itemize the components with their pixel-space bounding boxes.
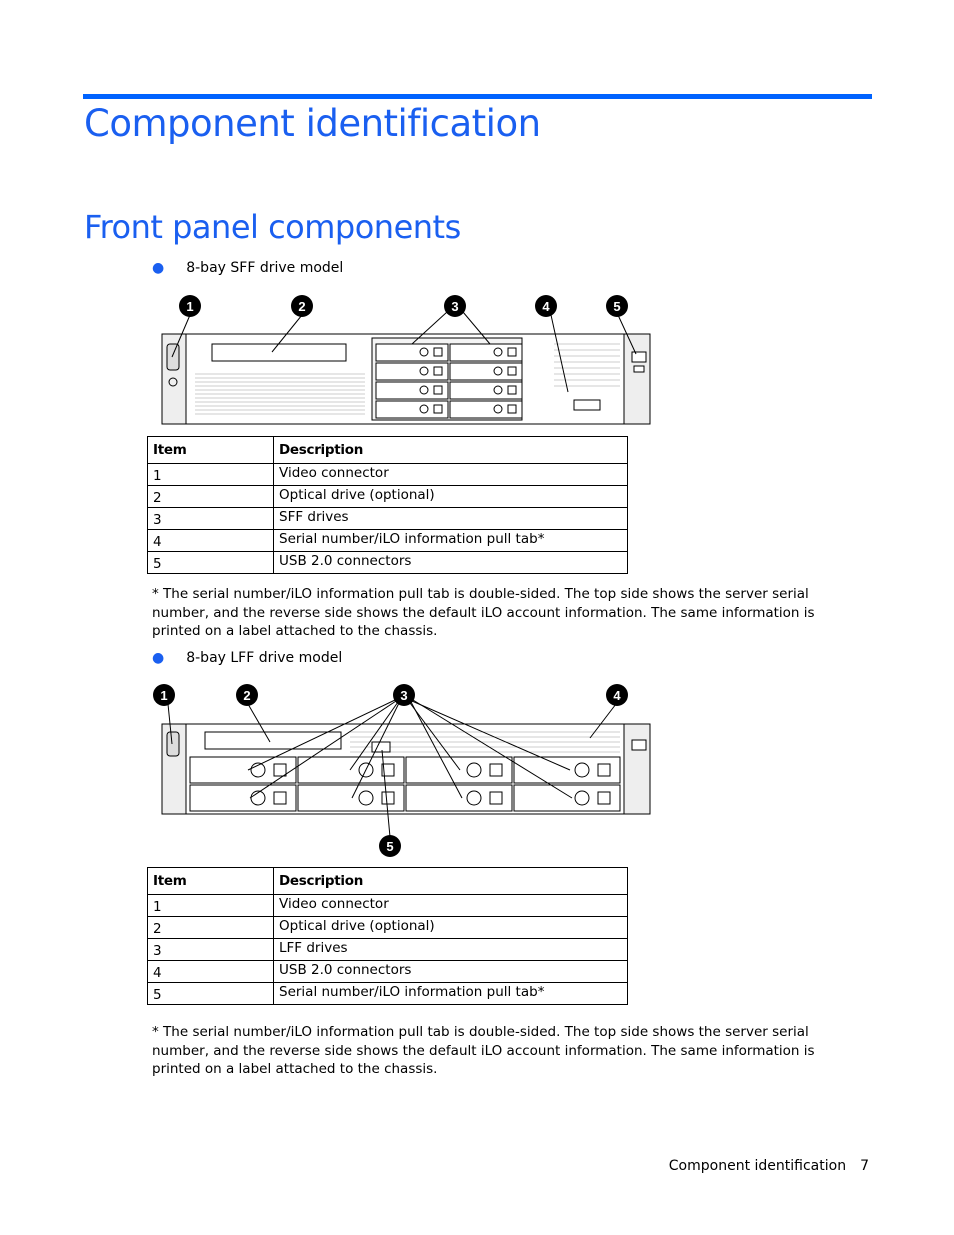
lff-usb-ports xyxy=(632,740,646,750)
sff-usb-ports xyxy=(632,352,646,362)
lff-optical-drive xyxy=(205,732,341,749)
bullet-lff-text: 8-bay LFF drive model xyxy=(186,650,343,666)
callout-label: 4 xyxy=(542,299,550,314)
table-header-row xyxy=(148,868,628,895)
table-row xyxy=(148,486,628,508)
lff-pull-tab xyxy=(372,742,390,752)
callout-label: 5 xyxy=(386,839,394,854)
table-header-item: Item xyxy=(148,868,274,895)
table-cell-desc: Optical drive (optional) xyxy=(274,486,628,508)
callout-label: 5 xyxy=(613,299,621,314)
bullet-dot-icon: ● xyxy=(152,650,165,666)
table-header-description: Description xyxy=(274,868,628,895)
table-cell-item: 1 xyxy=(148,895,274,917)
table-row xyxy=(148,508,628,530)
table-cell-desc: LFF drives xyxy=(274,939,628,961)
lff-items-table xyxy=(147,867,628,1005)
table-cell-item: 2 xyxy=(148,917,274,939)
callout-label: 3 xyxy=(400,688,408,703)
table-cell-item: 5 xyxy=(148,552,274,574)
table-row xyxy=(148,961,628,983)
table-cell-desc: USB 2.0 connectors xyxy=(274,552,628,574)
sff-items-table xyxy=(147,436,628,574)
bullet-lff xyxy=(152,650,342,666)
table-cell-desc: Serial number/iLO information pull tab* xyxy=(274,983,628,1005)
sff-front-panel-figure xyxy=(150,292,655,428)
table-cell-desc: Video connector xyxy=(274,895,628,917)
sff-optical-drive xyxy=(212,344,346,361)
sff-pull-tab xyxy=(574,400,600,410)
lff-front-panel-figure xyxy=(150,682,655,860)
table-cell-item: 3 xyxy=(148,939,274,961)
lff-right-ear xyxy=(624,724,650,814)
callout-label: 2 xyxy=(243,688,251,703)
sff-callouts xyxy=(179,295,628,317)
table-row xyxy=(148,552,628,574)
table-row xyxy=(148,464,628,486)
table-header-item: Item xyxy=(148,437,274,464)
table-cell-item: 2 xyxy=(148,486,274,508)
table-cell-item: 5 xyxy=(148,983,274,1005)
table-cell-item: 4 xyxy=(148,961,274,983)
section-title: Front panel components xyxy=(84,208,461,246)
callout-label: 2 xyxy=(298,299,306,314)
page-number: 7 xyxy=(860,1158,869,1174)
table-cell-desc: SFF drives xyxy=(274,508,628,530)
sff-right-ear xyxy=(624,334,650,424)
table-row xyxy=(148,917,628,939)
table-cell-desc: Optical drive (optional) xyxy=(274,917,628,939)
table-row xyxy=(148,983,628,1005)
table-cell-item: 4 xyxy=(148,530,274,552)
table-header-description: Description xyxy=(274,437,628,464)
table-cell-item: 1 xyxy=(148,464,274,486)
footer-label: Component identification xyxy=(668,1158,847,1174)
table-row xyxy=(148,530,628,552)
table-cell-item: 3 xyxy=(148,508,274,530)
table-cell-desc: Video connector xyxy=(274,464,628,486)
table-row xyxy=(148,939,628,961)
table-cell-desc: Serial number/iLO information pull tab* xyxy=(274,530,628,552)
callout-label: 3 xyxy=(451,299,459,314)
lff-footnote: * The serial number/iLO information pull tab is double-sided. The top side shows the server serial number, and the reverse side shows the default iLO account information. The same information is printed on a label attached to the chassis. xyxy=(152,1024,815,1077)
table-header-row xyxy=(148,437,628,464)
chapter-rule xyxy=(83,94,872,99)
callout-label: 1 xyxy=(160,688,168,703)
chapter-title: Component identification xyxy=(84,102,541,145)
bullet-dot-icon: ● xyxy=(152,260,165,276)
page-footer xyxy=(669,1158,869,1174)
callout-label: 1 xyxy=(186,299,194,314)
table-row xyxy=(148,895,628,917)
callout-label: 4 xyxy=(613,688,621,703)
table-cell-desc: USB 2.0 connectors xyxy=(274,961,628,983)
sff-footnote: * The serial number/iLO information pull tab is double-sided. The top side shows the server serial number, and the reverse side shows the default iLO account information. The same information is printed on a label attached to the chassis. xyxy=(152,586,815,639)
bullet-sff xyxy=(152,260,343,276)
bullet-sff-text: 8-bay SFF drive model xyxy=(186,260,344,276)
